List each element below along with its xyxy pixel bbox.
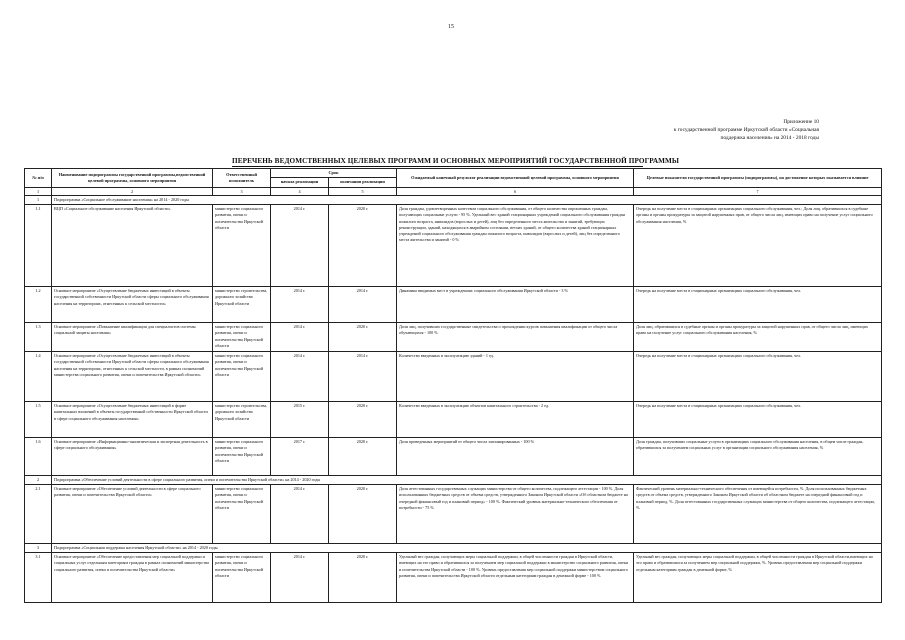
- column-number: 5: [329, 187, 397, 195]
- row-executor: министерство социального развития, опеки и попечительства Иркутской области: [213, 485, 271, 544]
- row-result: Доля лиц, получивших государственные свидетельства о прохождении курсов повышения квалификации от общего числа обучающихся - 100 %: [397, 323, 634, 352]
- row-executor: министерство социального развития, опеки и попечительства Иркутской области: [213, 323, 271, 352]
- row-num: 3.1: [25, 553, 52, 603]
- row-start: 2014 г.: [271, 553, 329, 603]
- column-number: 6: [397, 187, 634, 195]
- row-start: 2014 г.: [271, 287, 329, 323]
- subprogram-row: [25, 476, 882, 485]
- header-executor: Ответственный исполнитель: [213, 169, 271, 188]
- row-num: 1.1: [25, 205, 52, 287]
- row-end: 2014 г.: [329, 352, 397, 402]
- row-result: Количество введенных в эксплуатацию объектов капитального строительства - 2 ед.: [397, 402, 634, 438]
- row-indicators: Удельный вес граждан, получающих меры социальной поддержки, в общей численности граждан в Иркутской области,имеющих на это право и обратившихся за получением мер социальной поддержки, %. Уровень предоставления мер социальной поддержки отдельным категориям граждан в денежной форме, %: [634, 553, 882, 603]
- table-row: [25, 553, 882, 603]
- row-end: 2020 г.: [329, 553, 397, 603]
- row-end: 2020 г.: [329, 205, 397, 287]
- appendix-line-3: поддержка населения» на 2014 - 2018 годы: [720, 134, 819, 141]
- subprogram-num: 2: [25, 476, 52, 485]
- row-num: 1.4: [25, 352, 52, 402]
- header-name: Наименование подпрограммы государственной программы,ведомственной целевой программы, основного мероприятия: [52, 169, 213, 188]
- row-indicators: Фактический уровень материально-технического обеспечения от имеющейся потребности, %. Доля использованных бюджетных средств от объема средств, утвержденного Законом Иркутской области об областном бюджете на очередной финансовый год и плановый период, %. Доля аттестованных государственных служащих министерства от общего количества, подлежащего аттестации, %: [634, 485, 882, 544]
- row-indicators: Доля лиц, обратившихся в судебные органы и органы прокуратуры за защитой нарушенных прав, от общего числа лиц, имеющих право на получение услуг социального обслуживания населения, %: [634, 323, 882, 352]
- row-name: Основное мероприятие «Информационно-аналитическая и экспертная деятельность в сфере социального обслуживания»: [52, 438, 213, 476]
- row-num: 1.5: [25, 402, 52, 438]
- header-result: Ожидаемый конечный результат реализации ведомственной целевой программы, основного мероприятия: [397, 169, 634, 188]
- appendix-note: [459, 119, 819, 142]
- row-num: 2.1: [25, 485, 52, 544]
- row-end: 2020 г.: [329, 438, 397, 476]
- row-end: 2020 г.: [329, 402, 397, 438]
- column-number: 1: [25, 187, 52, 195]
- column-number: 4: [271, 187, 329, 195]
- row-start: 2015 г.: [271, 402, 329, 438]
- row-name: Основное мероприятие «Осуществление бюджетных инвестиций в объекты государственной собственности Иркутской области сферы социального обслуживания населения на территориях, отнесенных к сельской местности, в рамках полномочий министерства социального развития, опеки и попечительства Иркутской области»: [52, 352, 213, 402]
- row-executor: министерство социального развития, опеки и попечительства Иркутской области: [213, 438, 271, 476]
- row-name: Основное мероприятие «Обеспечение предоставления мер социальной поддержки и социальных услуг отдельным категориям граждан в рамках полномочий министерства социального развития, опеки и попечительства Иркутской области»: [52, 553, 213, 603]
- row-start: 2014 г.: [271, 323, 329, 352]
- table-row: [25, 205, 882, 287]
- row-executor: министерство строительства, дорожного хозяйства Иркутской области: [213, 287, 271, 323]
- column-number: 7: [634, 187, 882, 195]
- programs-table: [24, 168, 882, 603]
- subprogram-num: 3: [25, 544, 52, 553]
- row-name: Основное мероприятие «Обеспечение условий деятельности в сфере социального развития, опеки и попечительства Иркутской области»: [52, 485, 213, 544]
- row-num: 1.6: [25, 438, 52, 476]
- column-number: 2: [52, 187, 213, 195]
- row-name: ВЦП «Социальное обслуживание населения Иркутской области»: [52, 205, 213, 287]
- page-number: 15: [448, 24, 454, 30]
- header-num: № п/п: [25, 169, 52, 188]
- row-indicators: Доля граждан, получивших социальные услуги в организациях социального обслуживания населения, в общем числе граждан, обратившихся за получением социальных услуг в организации социального обслуживания населения, %: [634, 438, 882, 476]
- row-name: Основное мероприятие «Осуществление бюджетных инвестиций в объекты государственной собственности Иркутской области сферы социального обслуживания населения на территориях, отнесенных к сельской местности»: [52, 287, 213, 323]
- header-start: начала реализации: [271, 178, 329, 187]
- table-row: [25, 485, 882, 544]
- row-start: 2014 г.: [271, 485, 329, 544]
- subprogram-num: 1: [25, 196, 52, 205]
- row-executor: министерство социального развития, опеки и попечительства Иркутской области: [213, 352, 271, 402]
- row-end: 2020 г.: [329, 323, 397, 352]
- row-executor: министерство социального развития, опеки и попечительства Иркутской области: [213, 553, 271, 603]
- row-name: Основное мероприятие «Осуществление бюджетных инвестиций в форме капитальных вложений в объекты государственной собственности Иркутской области в сфере социального обслуживания населения»: [52, 402, 213, 438]
- appendix-line-1: Приложение 10: [783, 119, 819, 125]
- subprogram-row: [25, 544, 882, 553]
- row-start: 2014 г.: [271, 352, 329, 402]
- row-end: 2020 г.: [329, 485, 397, 544]
- row-executor: министерство социального развития, опеки и попечительства Иркутской области: [213, 205, 271, 287]
- header-end: окончания реализации: [329, 178, 397, 187]
- appendix-line-2: к государственной программе Иркутской области «Социальная: [673, 126, 819, 133]
- row-indicators: Очередь на получение места в стационарных организациях социального обслуживания, чел.: [634, 352, 882, 402]
- row-name: Основное мероприятие «Повышение квалификации для специалистов системы социальной защиты населения»: [52, 323, 213, 352]
- row-end: 2014 г.: [329, 287, 397, 323]
- subprogram-title: Подпрограмма «Социальное обслуживание населения» на 2014 - 2020 годы: [52, 196, 882, 205]
- column-number-row: [25, 187, 882, 195]
- row-result: Доля граждан, удовлетворенных качеством социального обслуживания, от общего количества опрошенных граждан, получающих социальные услуги - 95 %. Удельный вес зданий стационарных учреждений социального обслуживания граждан пожилого возраста, инвалидов (взрослых и детей), лиц без определенного места жительства и занятий, требующих реконструкции, зданий, находящихся в аварийном состоянии, ветхих зданий, от общего количества зданий стационарных учреждений социального обслуживания граждан пожилого возраста, инвалидов (взрослых и детей), лиц без определенного места жительства и занятий - 0 %: [397, 205, 634, 287]
- row-start: 2014 г.: [271, 205, 329, 287]
- subprogram-title: Подпрограмма «Социальная поддержка населения Иркутской области» на 2014 - 2020 годы: [52, 544, 882, 553]
- row-result: Динамика вводимых мест в учреждениях социального обслуживания Иркутской области - 3 %: [397, 287, 634, 323]
- table-row: [25, 323, 882, 352]
- row-indicators: Очередь на получение места в стационарных организациях социального обслуживания, чел.: [634, 287, 882, 323]
- table-row: [25, 438, 882, 476]
- header-term: Срок: [271, 169, 397, 178]
- row-indicators: Очередь на получение места в стационарных организациях социального обслуживания, чел.: [634, 402, 882, 438]
- row-result: Удельный вес граждан, получающих меры социальной поддержки, в общей численности граждан в Иркутской области, имеющих на это право и обратившихся за получением мер социальной поддержки в министерство социального развития, опеки и попечительства Иркутской области - 100 %. Уровень предоставления мер социальной поддержки министерством социального развития, опеки и попечительства Иркутской области отдельным категориям граждан в денежной форме - 100 %: [397, 553, 634, 603]
- table-body: [25, 187, 882, 602]
- row-result: Количество введенных в эксплуатацию зданий - 1 ед.: [397, 352, 634, 402]
- column-number: 3: [213, 187, 271, 195]
- title-underline: [232, 166, 643, 167]
- table-row: [25, 402, 882, 438]
- document-title: ПЕРЕЧЕНЬ ВЕДОМСТВЕННЫХ ЦЕЛЕВЫХ ПРОГРАММ И ОСНОВНЫХ МЕРОПРИЯТИЙ ГОСУДАРСТВЕННОЙ ПРОГРАММЫ: [232, 157, 680, 165]
- row-executor: министерство строительства, дорожного хозяйства Иркутской области: [213, 402, 271, 438]
- row-indicators: Очередь на получение места в стационарных организациях социального обслуживания, чел.; Доля лиц, обратившихся в судебные органы и органы прокуратуры за защитой нарушенных прав, от общего числа лиц, имеющих право на получение услуг социального обслуживания населения, %: [634, 205, 882, 287]
- table-row: [25, 287, 882, 323]
- subprogram-title: Подпрограмма «Обеспечение условий деятельности в сфере социального развития, опеки и попечительства Иркутской области» на 2014 - 2020 годы: [52, 476, 882, 485]
- row-num: 1.3: [25, 323, 52, 352]
- row-num: 1.2: [25, 287, 52, 323]
- header-indicators: Целевые показатели государственной программы (подпрограммы), на достижение которых оказывается влияние: [634, 169, 882, 188]
- row-result: Доля проведенных мероприятий от общего числа запланированных - 100 %: [397, 438, 634, 476]
- table-header: [25, 169, 882, 188]
- row-start: 2017 г.: [271, 438, 329, 476]
- table-row: [25, 352, 882, 402]
- subprogram-row: [25, 196, 882, 205]
- row-result: Доля аттестованных государственных служащих министерства от общего количества, подлежащего аттестации - 100 %. Доля использованных бюджетных средств от объема средств, утвержденного Законом Иркутской области «Об областном бюджете на очередной финансовый год и плановый период» - 100 %. Фактический уровень материально-технического обеспечения от потребности - 75 %: [397, 485, 634, 544]
